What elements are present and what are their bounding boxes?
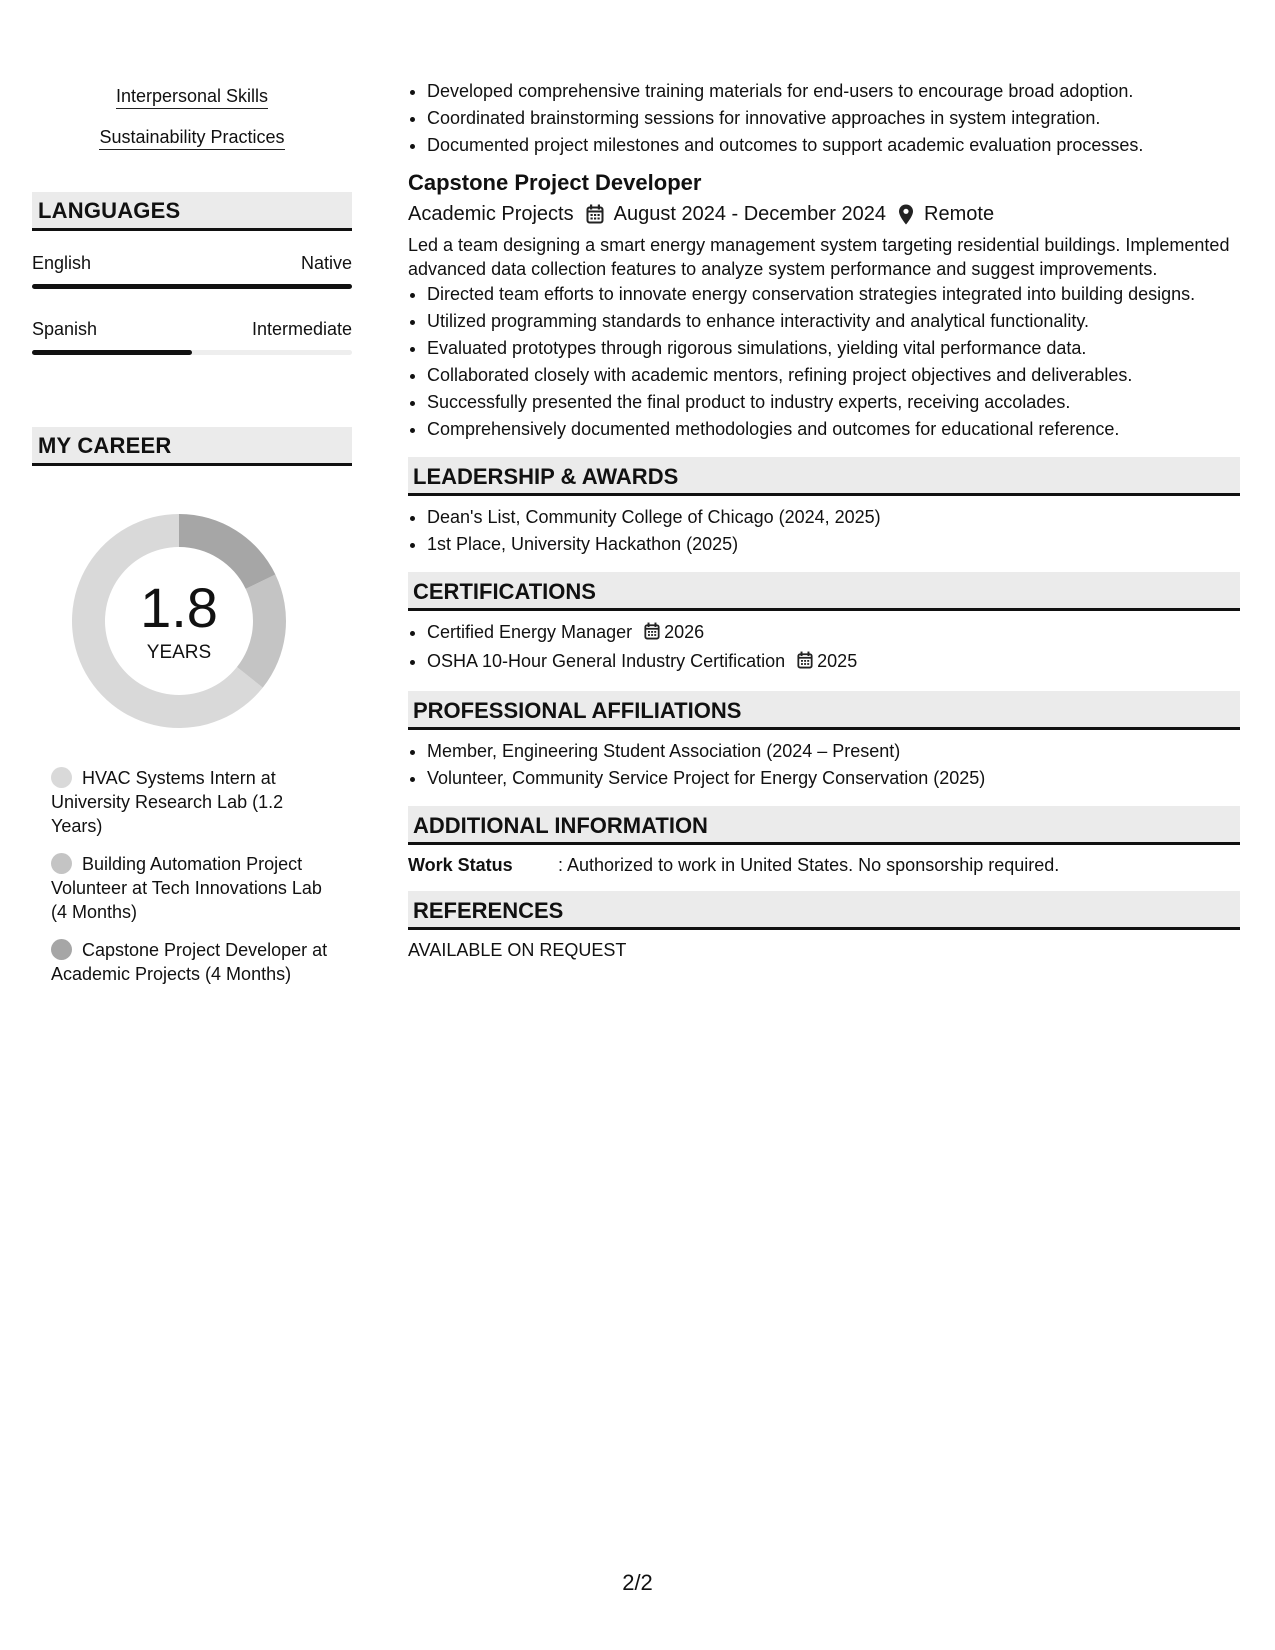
language-name: English — [32, 253, 92, 273]
legend-dot — [51, 853, 72, 874]
awards-heading: LEADERSHIP & AWARDS — [408, 457, 1240, 496]
location-pin-icon — [898, 204, 914, 225]
career-item: Building Automation Project Volunteer at Tech Innovations Lab (4 Months) — [51, 854, 322, 922]
career-legend — [32, 766, 352, 986]
skill-item: Sustainability Practices — [32, 127, 352, 148]
language-bar-fill — [32, 284, 352, 289]
bullet-item: • Coordinated brainstorming sessions for innovative approaches in system integration. — [427, 105, 1240, 132]
page-number: 2/2 — [622, 1570, 653, 1595]
references-heading: REFERENCES — [408, 891, 1240, 930]
left-column — [32, 86, 352, 1000]
skill-item: Interpersonal Skills — [32, 86, 352, 107]
job-org: Academic Projects — [408, 203, 574, 225]
career-donut-chart — [64, 506, 294, 736]
career-unit: YEARS — [146, 642, 212, 663]
career-heading: MY CAREER — [32, 427, 352, 466]
languages-heading: LANGUAGES — [32, 192, 352, 231]
certification-item: • OSHA 10-Hour General Industry Certification 2025 — [427, 648, 1240, 677]
language-level: Native — [300, 253, 352, 273]
award-item: • 1st Place, University Hackathon (2025) — [427, 531, 1240, 558]
affiliations-list — [408, 738, 1240, 792]
legend-dot — [51, 767, 72, 788]
job-title: Capstone Project Developer — [408, 170, 702, 195]
right-column — [408, 78, 1240, 961]
bullet-item: • Collaborated closely with academic mentors, refining project objectives and deliverables. — [427, 362, 1240, 389]
work-status-row — [408, 853, 1240, 877]
work-status-value: : Authorized to work in United States. No sponsorship required. — [558, 855, 1060, 875]
legend-dot — [51, 939, 72, 960]
affiliation-item: • Volunteer, Community Service Project for Energy Conservation (2025) — [427, 765, 1240, 792]
bullet-item: • Developed comprehensive training materials for end-users to encourage broad adoption. — [427, 78, 1240, 105]
career-item: HVAC Systems Intern at University Research Lab (1.2 Years) — [51, 768, 284, 836]
job-meta — [408, 198, 1240, 230]
job-bullets — [408, 281, 1240, 443]
calendar-icon — [797, 650, 813, 677]
affiliations-heading: PROFESSIONAL AFFILIATIONS — [408, 691, 1240, 730]
certifications-heading: CERTIFICATIONS — [408, 572, 1240, 611]
certification-item: • Certified Energy Manager 2026 — [427, 619, 1240, 648]
career-item: Capstone Project Developer at Academic Projects (4 Months) — [51, 940, 328, 984]
job-location: Remote — [924, 203, 995, 225]
language-spanish — [32, 319, 352, 355]
bullet-item: • Comprehensively documented methodologies and outcomes for educational reference. — [427, 416, 1240, 443]
language-level: Intermediate — [251, 319, 352, 339]
career-total: 1.8 — [140, 576, 218, 639]
language-bar — [32, 350, 352, 355]
certifications-list — [408, 619, 1240, 677]
work-status-label: Work Status — [408, 855, 513, 875]
language-name: Spanish — [32, 319, 98, 339]
bullet-item: • Directed team efforts to innovate energy conservation strategies integrated into building designs. — [427, 281, 1240, 308]
bullet-item: • Successfully presented the final product to industry experts, receiving accolades. — [427, 389, 1240, 416]
language-english — [32, 253, 352, 289]
affiliation-item: • Member, Engineering Student Association (2024 – Present) — [427, 738, 1240, 765]
bullet-item: • Documented project milestones and outcomes to support academic evaluation processes. — [427, 132, 1240, 159]
job-dates: August 2024 - December 2024 — [613, 203, 887, 225]
certification-year: 2026 — [664, 622, 705, 642]
bullet-item: • Evaluated prototypes through rigorous simulations, yielding vital performance data. — [427, 335, 1240, 362]
awards-list — [408, 504, 1240, 558]
additional-info-heading: ADDITIONAL INFORMATION — [408, 806, 1240, 845]
job-description: Led a team designing a smart energy management system targeting residential buildings. Implemented advanced data collection features to analyze system performance and suggest improvements. — [408, 235, 1230, 279]
language-bar — [32, 284, 352, 289]
award-item: • Dean's List, Community College of Chicago (2024, 2025) — [427, 504, 1240, 531]
bullet-item: • Utilized programming standards to enhance interactivity and analytical functionality. — [427, 308, 1240, 335]
calendar-icon — [586, 204, 604, 224]
calendar-icon — [644, 621, 660, 648]
previous-job-bullets — [408, 78, 1240, 159]
references-text: AVAILABLE ON REQUEST — [408, 940, 627, 960]
certification-year: 2025 — [817, 651, 858, 671]
language-bar-fill — [32, 350, 192, 355]
